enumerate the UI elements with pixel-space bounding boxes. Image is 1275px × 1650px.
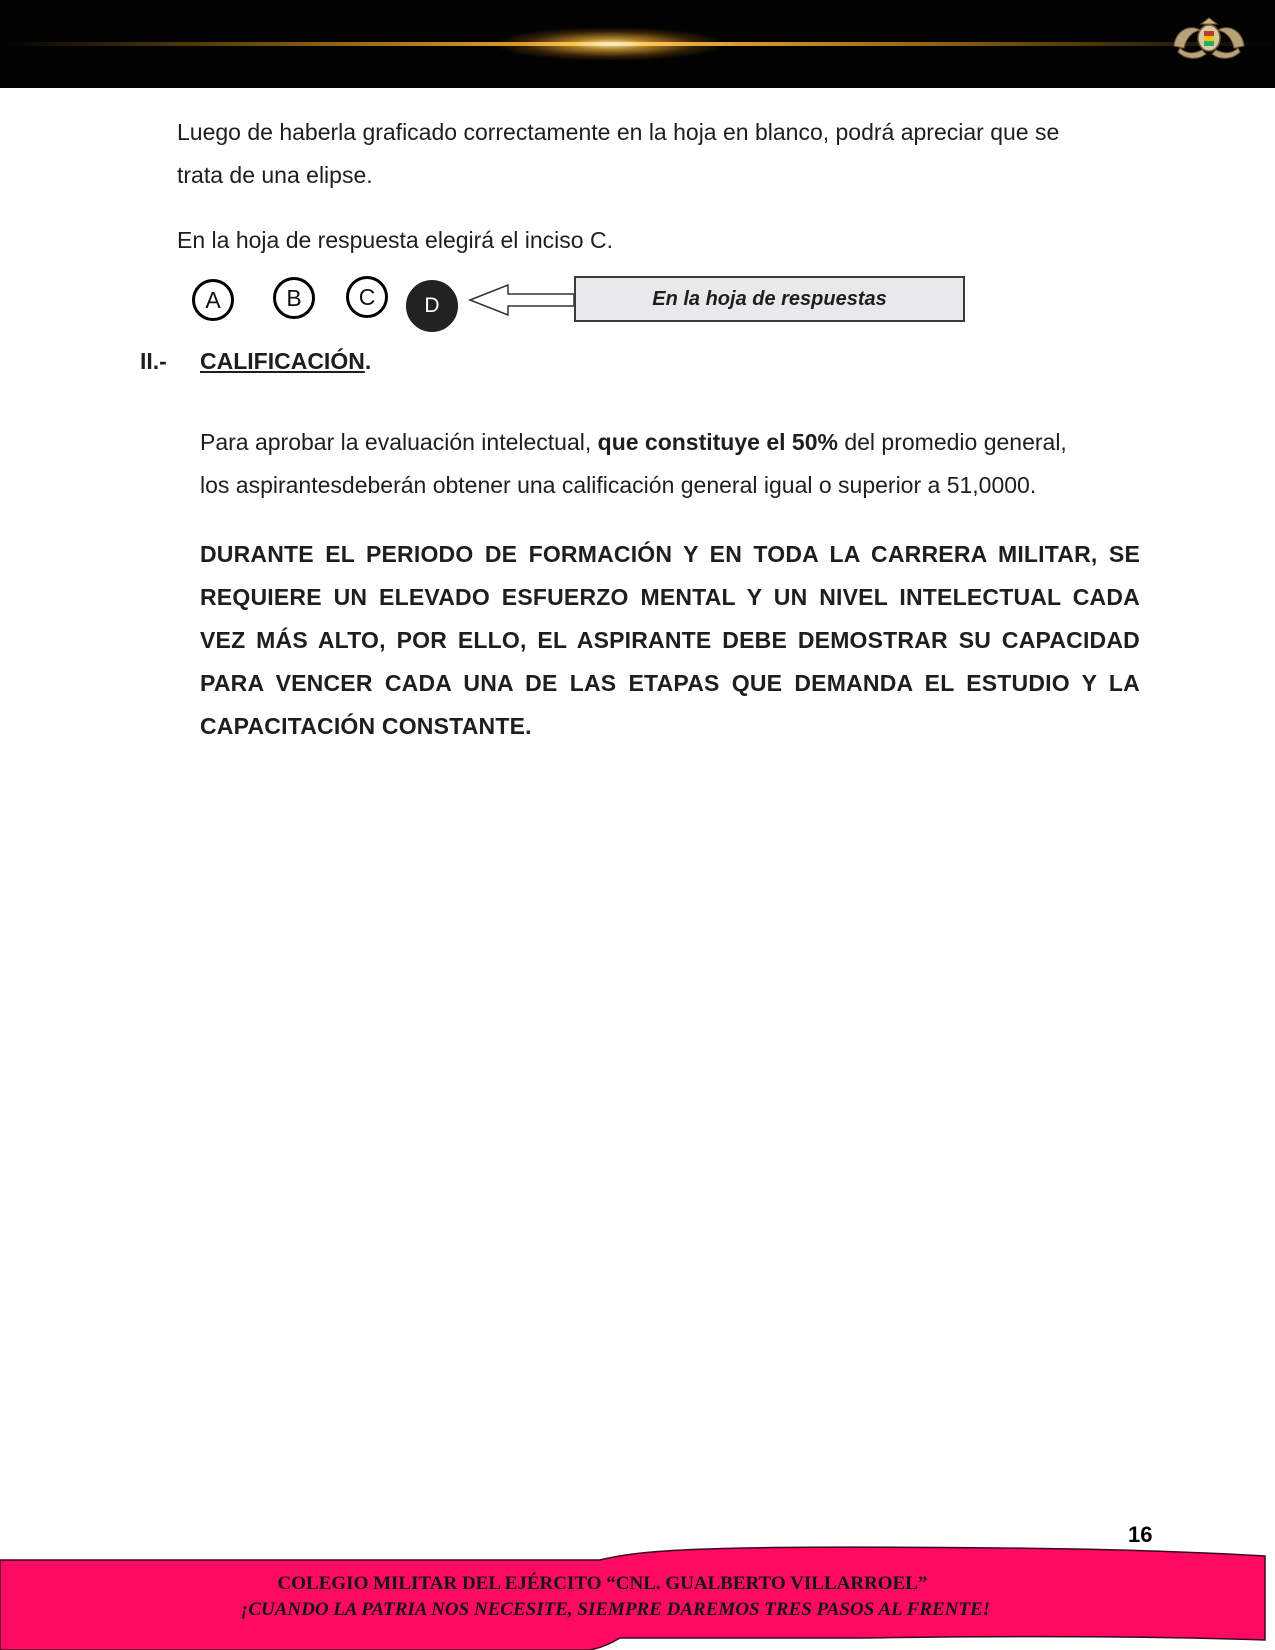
intro-line-2: trata de una elipse.	[177, 162, 373, 188]
emphasis-paragraph: DURANTE EL PERIODO DE FORMACIÓN Y EN TODA LA CARRERA MILITAR, SE REQUIERE UN ELEVADO ESFUERZO MENTAL Y UN NIVEL INTELECTUAL CADA VEZ MÁS ALTO, POR ELLO, EL ASPIRANTE DEBE DEMOSTRAR SU CAPACIDAD PARA VENCER CADA UNA DE LAS ETAPAS QUE DEMANDA EL ESTUDIO Y LA CAPACITACIÓN CONSTANTE.	[200, 541, 1140, 739]
callout-label: En la hoja de respuestas	[652, 287, 887, 310]
footer-institution: COLEGIO MILITAR DEL EJÉRCITO “CNL. GUALBERTO VILLARROEL”	[277, 1573, 928, 1594]
grading-text-line-2: los aspirantesdeberán obtener una calificación general igual o superior a 51,0000.	[200, 472, 1037, 498]
option-label: A	[205, 286, 221, 313]
option-label: B	[286, 284, 302, 311]
grading-paragraph	[200, 421, 1140, 507]
section-title-punct: .	[364, 348, 372, 374]
header-glow-burst	[500, 28, 720, 60]
left-arrow-icon	[468, 283, 576, 317]
section-number: II.-	[140, 348, 167, 374]
answer-option-c	[346, 276, 388, 318]
page-number: 16	[1128, 1522, 1153, 1547]
footer-banner	[0, 1540, 1275, 1650]
intro-line-1: Luego de haberla graficado correctamente en la hoja en blanco, podrá apreciar que se	[177, 119, 1060, 145]
grading-text-after: del promedio general,	[837, 429, 1067, 455]
intro-paragraph	[177, 111, 1137, 197]
footer-motto: ¡CUANDO LA PATRIA NOS NECESITE, SIEMPRE DAREMOS TRES PASOS AL FRENTE!	[240, 1599, 991, 1620]
answer-instruction: En la hoja de respuesta elegirá el inciso C.	[177, 227, 613, 253]
military-crest-icon	[1168, 16, 1250, 64]
grading-text-bold: que constituye el 50%	[597, 429, 838, 455]
callout-box	[574, 276, 965, 322]
option-label: C	[358, 283, 376, 310]
grading-text-before: Para aprobar la evaluación intelectual,	[200, 429, 598, 455]
section-heading	[200, 345, 371, 377]
header-band	[0, 0, 1275, 88]
section-title: CALIFICACIÓN	[200, 348, 365, 374]
answer-option-b	[273, 277, 315, 319]
option-label: D	[424, 294, 440, 317]
answer-option-d-marked	[406, 280, 458, 332]
answer-option-a	[192, 279, 234, 321]
